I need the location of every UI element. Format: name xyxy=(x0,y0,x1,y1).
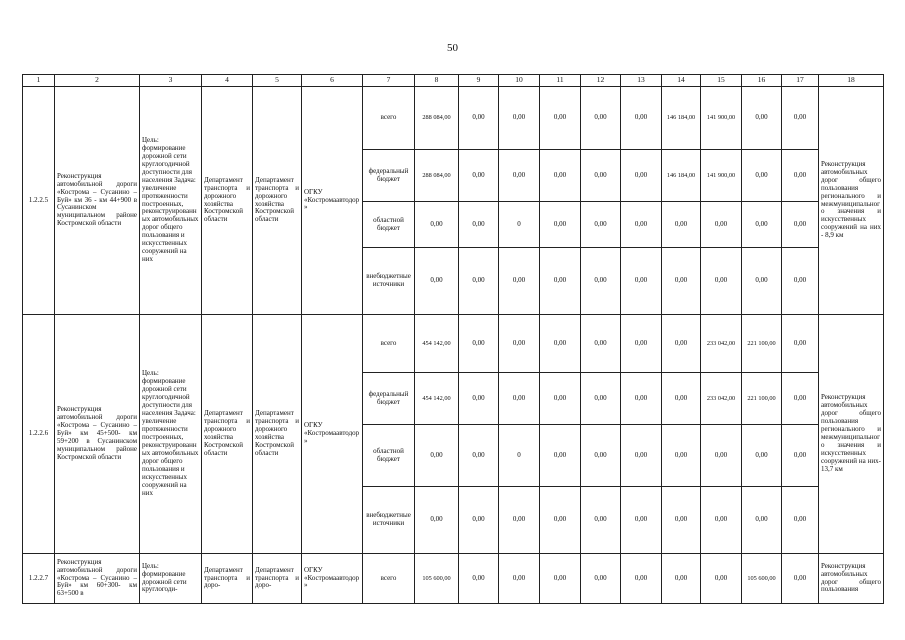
funding-source: всего xyxy=(363,315,415,373)
item-code: 1.2.2.5 xyxy=(23,87,55,315)
value-cell: 0,00 xyxy=(662,315,701,373)
col-header: 14 xyxy=(662,75,701,87)
value-cell: 0,00 xyxy=(701,487,742,554)
participant-cell: ОГКУ «Костромаавтодор» xyxy=(302,87,363,315)
value-cell: 0,00 xyxy=(459,202,499,248)
col-header: 10 xyxy=(499,75,540,87)
value-cell: 233 042,00 xyxy=(701,315,742,373)
value-cell: 0,00 xyxy=(782,248,819,315)
value-cell: 454 142,00 xyxy=(415,315,459,373)
value-cell: 0,00 xyxy=(499,150,540,202)
value-cell: 146 184,00 xyxy=(662,87,701,150)
funding-source: областной бюджет xyxy=(363,202,415,248)
value-cell: 288 084,00 xyxy=(415,87,459,150)
value-cell: 0,00 xyxy=(540,248,581,315)
value-cell: 0,00 xyxy=(662,425,701,487)
value-cell: 0,00 xyxy=(499,373,540,425)
value-cell: 0,00 xyxy=(662,248,701,315)
value-cell: 0,00 xyxy=(581,554,621,604)
value-cell: 0,00 xyxy=(459,248,499,315)
value-cell: 141 900,00 xyxy=(701,150,742,202)
expected-result: Реконструкция автомобильных дорог общего пользования xyxy=(819,554,884,604)
goal-task: Цель: формирование дорожной сети круглогоди- xyxy=(140,554,202,604)
value-cell: 221 100,00 xyxy=(742,373,782,425)
participant-cell: ОГКУ «Костромаавтодор» xyxy=(302,315,363,554)
column-number-row xyxy=(23,75,884,87)
value-cell: 0 xyxy=(499,202,540,248)
value-cell: 0,00 xyxy=(459,554,499,604)
value-cell: 0,00 xyxy=(540,315,581,373)
value-cell: 0,00 xyxy=(459,150,499,202)
col-header: 2 xyxy=(55,75,140,87)
value-cell: 0,00 xyxy=(459,373,499,425)
value-cell: 0,00 xyxy=(581,425,621,487)
object-name: Реконструкция автомобильной дороги «Кострома – Сусанино – Буй» км 36 - км 44+900 в Сусанинском муниципальном районе Костромской области xyxy=(55,87,140,315)
value-cell: 0,00 xyxy=(499,554,540,604)
table-row xyxy=(23,87,884,150)
value-cell: 105 600,00 xyxy=(742,554,782,604)
funding-source: федеральный бюджет xyxy=(363,373,415,425)
value-cell: 0,00 xyxy=(621,248,662,315)
col-header: 17 xyxy=(782,75,819,87)
value-cell: 0,00 xyxy=(499,248,540,315)
value-cell: 0,00 xyxy=(499,87,540,150)
value-cell: 0,00 xyxy=(742,248,782,315)
funding-source: всего xyxy=(363,554,415,604)
value-cell: 0,00 xyxy=(540,373,581,425)
object-name: Реконструкция автомобильной дороги «Кострома – Сусанино – Буй» км 45+500- км 59+200 в Сусанинском муниципальном районе Костромской области xyxy=(55,315,140,554)
col-header: 15 xyxy=(701,75,742,87)
value-cell: 0,00 xyxy=(459,425,499,487)
value-cell: 0,00 xyxy=(742,87,782,150)
co-executor-cell: Департамент транспорта и дорожного хозяйства Костромской области xyxy=(253,315,302,554)
col-header: 6 xyxy=(302,75,363,87)
value-cell: 0,00 xyxy=(701,248,742,315)
value-cell: 0,00 xyxy=(782,202,819,248)
value-cell: 0,00 xyxy=(499,487,540,554)
value-cell: 0,00 xyxy=(701,554,742,604)
value-cell: 0,00 xyxy=(540,425,581,487)
value-cell: 0,00 xyxy=(581,487,621,554)
value-cell: 0,00 xyxy=(742,202,782,248)
value-cell: 0,00 xyxy=(621,487,662,554)
value-cell: 0,00 xyxy=(499,315,540,373)
goal-task: Цель: формирование дорожной сети круглогодичной доступности для населения Задача: увеличение протяженности построенных, реконструированных автомобильных дорог общего пользования и искусственных сооружений на них xyxy=(140,87,202,315)
value-cell: 0,00 xyxy=(782,87,819,150)
funding-source: внебюджетные источники xyxy=(363,487,415,554)
value-cell: 0,00 xyxy=(415,248,459,315)
value-cell: 0,00 xyxy=(662,554,701,604)
value-cell: 0,00 xyxy=(459,315,499,373)
value-cell: 454 142,00 xyxy=(415,373,459,425)
value-cell: 0,00 xyxy=(782,373,819,425)
value-cell: 105 600,00 xyxy=(415,554,459,604)
value-cell: 0,00 xyxy=(581,87,621,150)
executor-cell: Департамент транспорта и дорожного хозяйства Костромской области xyxy=(202,315,253,554)
co-executor-cell: Департамент транспорта и доро- xyxy=(253,554,302,604)
item-code: 1.2.2.7 xyxy=(23,554,55,604)
value-cell: 0,00 xyxy=(581,373,621,425)
table-row xyxy=(23,554,884,604)
value-cell: 0,00 xyxy=(782,425,819,487)
col-header: 4 xyxy=(202,75,253,87)
funding-source: федеральный бюджет xyxy=(363,150,415,202)
value-cell: 0,00 xyxy=(581,150,621,202)
col-header: 12 xyxy=(581,75,621,87)
value-cell: 0,00 xyxy=(662,373,701,425)
col-header: 11 xyxy=(540,75,581,87)
value-cell: 0,00 xyxy=(621,554,662,604)
value-cell: 221 100,00 xyxy=(742,315,782,373)
program-table xyxy=(22,74,884,604)
value-cell: 0,00 xyxy=(581,315,621,373)
col-header: 8 xyxy=(415,75,459,87)
value-cell: 0,00 xyxy=(782,315,819,373)
value-cell: 0,00 xyxy=(701,425,742,487)
value-cell: 0,00 xyxy=(415,425,459,487)
table-body xyxy=(23,75,884,604)
value-cell: 0,00 xyxy=(621,87,662,150)
executor-cell: Департамент транспорта и доро- xyxy=(202,554,253,604)
value-cell: 0,00 xyxy=(459,487,499,554)
funding-source: всего xyxy=(363,87,415,150)
col-header: 5 xyxy=(253,75,302,87)
value-cell: 0,00 xyxy=(742,425,782,487)
value-cell: 0,00 xyxy=(701,202,742,248)
value-cell: 146 184,00 xyxy=(662,150,701,202)
value-cell: 0,00 xyxy=(540,202,581,248)
value-cell: 288 084,00 xyxy=(415,150,459,202)
value-cell: 0,00 xyxy=(581,202,621,248)
value-cell: 0,00 xyxy=(782,150,819,202)
value-cell: 141 900,00 xyxy=(701,87,742,150)
expected-result: Реконструкция автомобильных дорог общего пользования регионального и межмуниципального значения и искусственных сооружений на них- 13,7 км xyxy=(819,315,884,554)
value-cell: 0,00 xyxy=(621,150,662,202)
participant-cell: ОГКУ «Костромаавтодор» xyxy=(302,554,363,604)
value-cell: 0,00 xyxy=(742,150,782,202)
value-cell: 0,00 xyxy=(742,487,782,554)
value-cell: 0,00 xyxy=(415,487,459,554)
value-cell: 0,00 xyxy=(540,487,581,554)
goal-task: Цель: формирование дорожной сети круглогодичной доступности для населения Задача: увеличение протяженности построенных, реконструированных автомобильных дорог общего пользования и искусственных сооружений на них xyxy=(140,315,202,554)
funding-source: областной бюджет xyxy=(363,425,415,487)
funding-source: внебюджетные источники xyxy=(363,248,415,315)
executor-cell: Департамент транспорта и дорожного хозяйства Костромской области xyxy=(202,87,253,315)
value-cell: 0,00 xyxy=(540,554,581,604)
value-cell: 0,00 xyxy=(782,487,819,554)
col-header: 9 xyxy=(459,75,499,87)
value-cell: 0,00 xyxy=(621,373,662,425)
value-cell: 0,00 xyxy=(662,487,701,554)
value-cell: 0,00 xyxy=(540,150,581,202)
object-name: Реконструкция автомобильной дороги «Кострома – Сусанино – Буй» км 60+300- км 63+500 в xyxy=(55,554,140,604)
col-header: 3 xyxy=(140,75,202,87)
value-cell: 0 xyxy=(499,425,540,487)
col-header: 13 xyxy=(621,75,662,87)
value-cell: 0,00 xyxy=(459,87,499,150)
value-cell: 0,00 xyxy=(621,202,662,248)
value-cell: 0,00 xyxy=(782,554,819,604)
col-header: 18 xyxy=(819,75,884,87)
col-header: 7 xyxy=(363,75,415,87)
value-cell: 0,00 xyxy=(621,425,662,487)
expected-result: Реконструкция автомобильных дорог общего пользования регионального и межмуниципального значения и искусственных сооружений на них - 8,9 км xyxy=(819,87,884,315)
item-code: 1.2.2.6 xyxy=(23,315,55,554)
col-header: 16 xyxy=(742,75,782,87)
page-number: 50 xyxy=(447,42,458,54)
table-row xyxy=(23,315,884,373)
value-cell: 0,00 xyxy=(415,202,459,248)
col-header: 1 xyxy=(23,75,55,87)
value-cell: 0,00 xyxy=(581,248,621,315)
value-cell: 233 042,00 xyxy=(701,373,742,425)
value-cell: 0,00 xyxy=(662,202,701,248)
value-cell: 0,00 xyxy=(540,87,581,150)
co-executor-cell: Департамент транспорта и дорожного хозяйства Костромской области xyxy=(253,87,302,315)
value-cell: 0,00 xyxy=(621,315,662,373)
